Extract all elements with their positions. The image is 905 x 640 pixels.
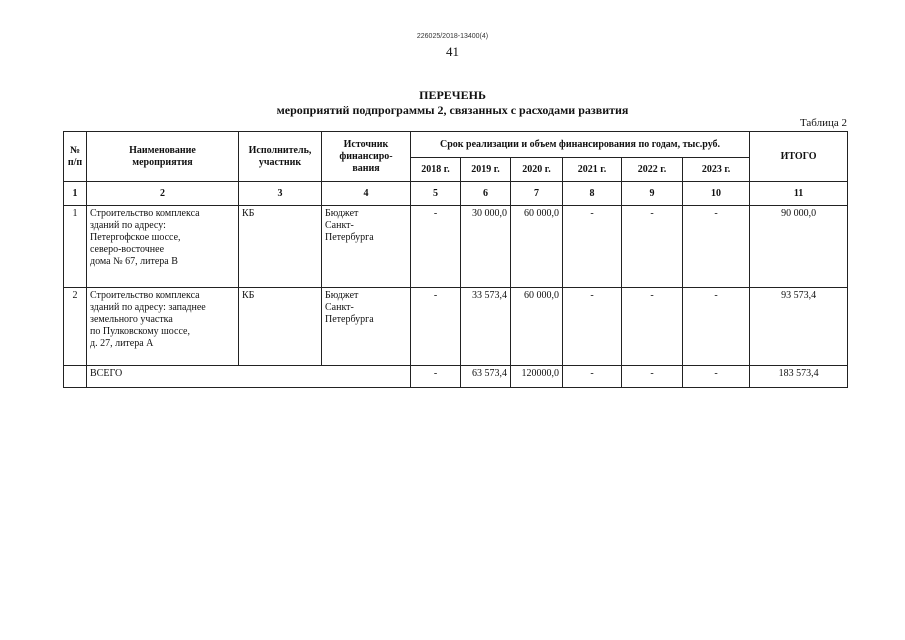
column-number: 10 xyxy=(683,182,750,206)
document-title: ПЕРЕЧЕНЬ xyxy=(419,88,486,102)
total-row-label: ВСЕГО xyxy=(87,366,411,388)
total-row xyxy=(64,366,848,388)
column-number: 7 xyxy=(511,182,563,206)
header-source: Источник финансиро- вания xyxy=(322,132,411,182)
total-row-value: - xyxy=(622,366,683,388)
row-value: - xyxy=(411,206,461,288)
row-value: - xyxy=(622,206,683,288)
row-executor: КБ xyxy=(239,288,322,366)
row-value: - xyxy=(563,288,622,366)
row-value: - xyxy=(622,288,683,366)
total-row-value: 120000,0 xyxy=(511,366,563,388)
row-executor: КБ xyxy=(239,206,322,288)
row-value: 60 000,0 xyxy=(511,288,563,366)
header-period: Срок реализации и объем финансирования по годам, тыс.руб. xyxy=(411,132,750,158)
row-source: Бюджет Санкт- Петербурга xyxy=(322,288,411,366)
row-value: - xyxy=(683,288,750,366)
column-number: 5 xyxy=(411,182,461,206)
header-row-1 xyxy=(64,132,848,158)
header-name: Наименование мероприятия xyxy=(87,132,239,182)
total-row-total: 183 573,4 xyxy=(750,366,848,388)
header-year: 2019 г. xyxy=(461,158,511,182)
header-year: 2023 г. xyxy=(683,158,750,182)
header-executor: Исполнитель, участник xyxy=(239,132,322,182)
row-value: - xyxy=(683,206,750,288)
document-id: 226025/2018-13400(4) xyxy=(416,33,489,40)
header-num: № п/п xyxy=(64,132,87,182)
table-label: Таблица 2 xyxy=(799,117,847,129)
table-row xyxy=(64,206,848,288)
column-number: 6 xyxy=(461,182,511,206)
header-total: ИТОГО xyxy=(750,132,848,182)
header-year: 2022 г. xyxy=(622,158,683,182)
column-number: 11 xyxy=(750,182,848,206)
total-row-value: - xyxy=(683,366,750,388)
row-name: Строительство комплекса зданий по адресу: Петергофское шоссе, северо-восточнее дома № 67, литера В xyxy=(87,206,239,288)
column-number: 2 xyxy=(87,182,239,206)
row-value: 33 573,4 xyxy=(461,288,511,366)
column-number-row xyxy=(64,182,848,206)
row-total: 93 573,4 xyxy=(750,288,848,366)
column-number: 4 xyxy=(322,182,411,206)
row-total: 90 000,0 xyxy=(750,206,848,288)
row-value: - xyxy=(411,288,461,366)
column-number: 3 xyxy=(239,182,322,206)
header-year: 2020 г. xyxy=(511,158,563,182)
row-value: 60 000,0 xyxy=(511,206,563,288)
row-num: 1 xyxy=(64,206,87,288)
total-row-value: - xyxy=(563,366,622,388)
column-number: 1 xyxy=(64,182,87,206)
row-value: - xyxy=(563,206,622,288)
financing-table xyxy=(63,131,848,388)
total-row-value: 63 573,4 xyxy=(461,366,511,388)
table-row xyxy=(64,288,848,366)
row-source: Бюджет Санкт- Петербурга xyxy=(322,206,411,288)
column-number: 8 xyxy=(563,182,622,206)
total-row-num xyxy=(64,366,87,388)
document-subtitle: мероприятий подпрограммы 2, связанных с расходами развития xyxy=(276,103,629,117)
header-year: 2018 г. xyxy=(411,158,461,182)
total-row-value: - xyxy=(411,366,461,388)
row-value: 30 000,0 xyxy=(461,206,511,288)
header-year: 2021 г. xyxy=(563,158,622,182)
row-name: Строительство комплекса зданий по адресу: западнее земельного участка по Пулковскому шоссе, д. 27, литера А xyxy=(87,288,239,366)
page-number: 41 xyxy=(446,44,459,59)
row-num: 2 xyxy=(64,288,87,366)
column-number: 9 xyxy=(622,182,683,206)
